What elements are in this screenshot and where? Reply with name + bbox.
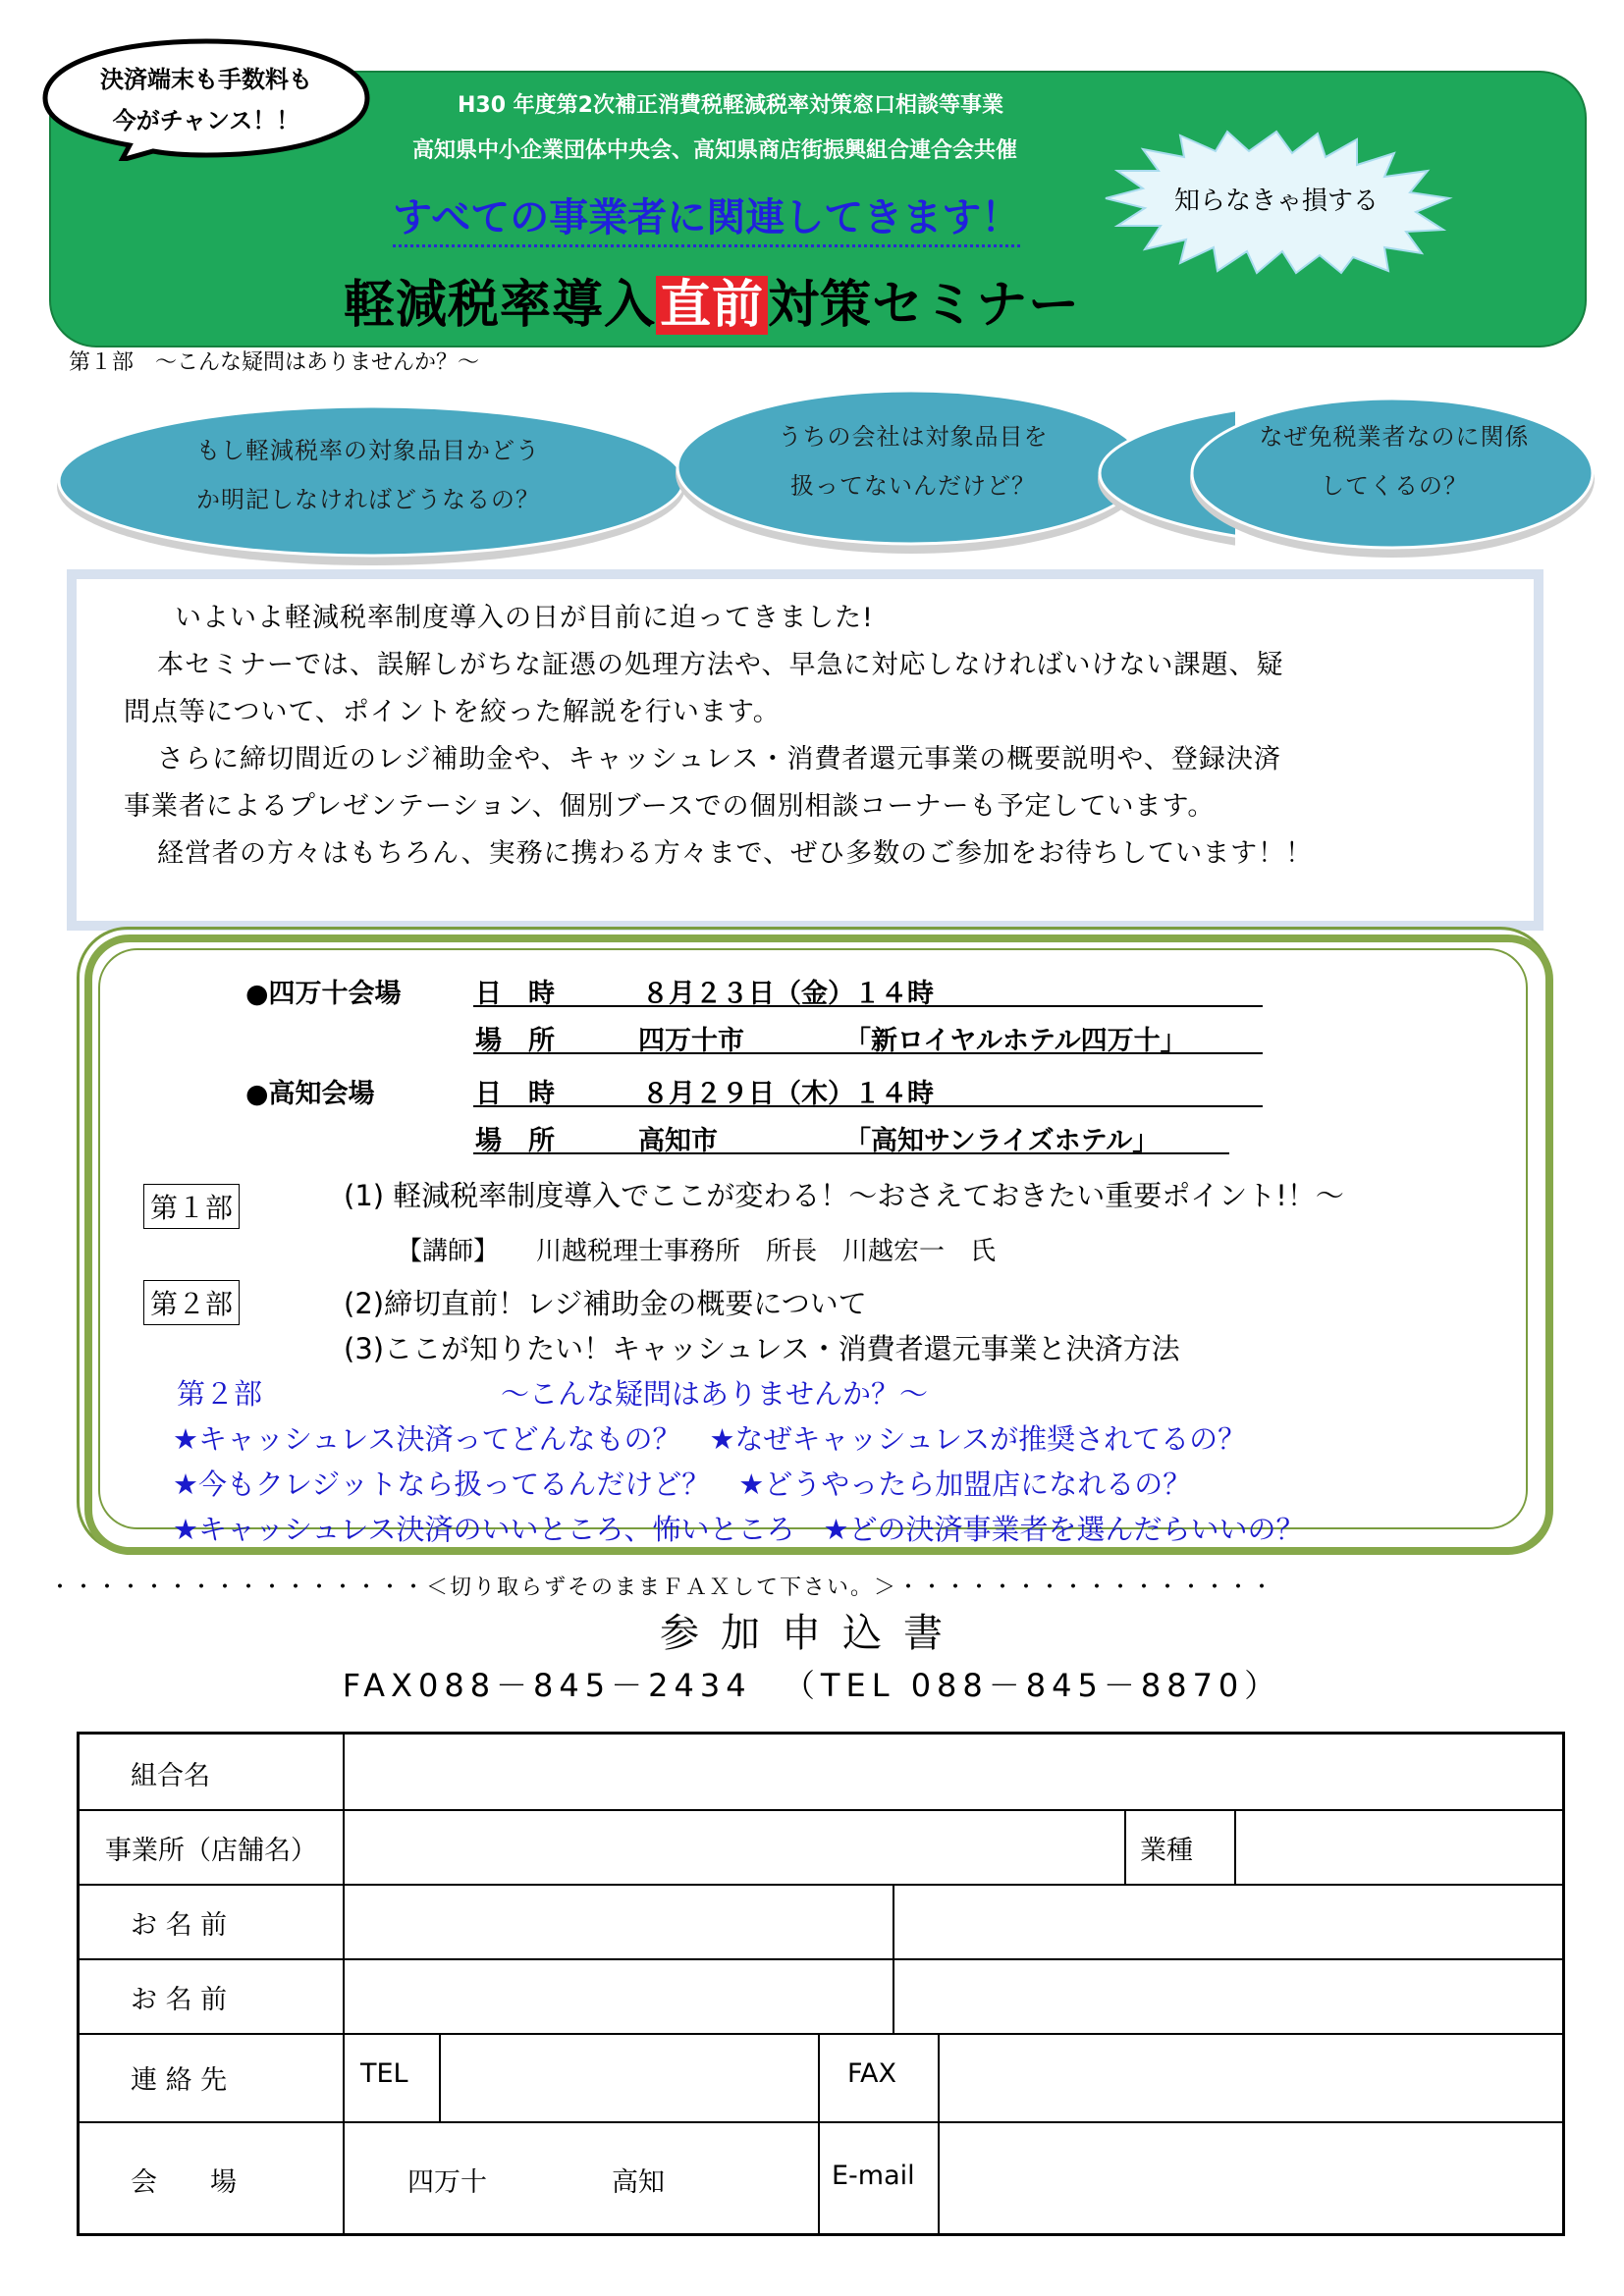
date-kochi: ８月２９日（木）１４時 <box>642 1079 934 1109</box>
cut-line-dots-right: ・・・・・・・・・・・・・・・・ <box>897 1575 1275 1600</box>
part2-question-label: 第２部 <box>177 1377 263 1411</box>
column-divider <box>343 1735 345 2233</box>
place-shimanto: 「新ロイヤルホテル四万十」 <box>844 1026 1187 1056</box>
question-1-line-1: もし軽減税率の対象品目かどう <box>196 437 540 464</box>
column-divider <box>893 1884 894 2033</box>
label-tel: TEL <box>360 2058 408 2089</box>
date-shimanto: ８月２３日（金）１４時 <box>642 979 934 1009</box>
name-2-extra-field[interactable] <box>896 1962 1558 2031</box>
program-part1-label: 第１部 <box>143 1184 240 1229</box>
title-part-1: 軽減税率導入 <box>344 276 657 335</box>
cut-line <box>49 1571 1274 1601</box>
place-label-shimanto: 場 所 <box>475 1026 555 1056</box>
intro-box <box>67 569 1543 931</box>
column-divider <box>1234 1809 1236 1884</box>
fax-number-line <box>0 1661 1624 1706</box>
date-label-shimanto: 日 時 <box>475 979 555 1009</box>
city-kochi: 高知市 <box>638 1126 718 1156</box>
part2-question-heading: ～こんな疑問はありませんか？～ <box>501 1377 929 1411</box>
date-label-kochi: 日 時 <box>475 1079 555 1109</box>
intro-paragraph-3b: 事業者によるプレゼンテーション、個別ブースでの個別相談コーナーも予定しています。 <box>124 791 1216 822</box>
name-2-field[interactable] <box>347 1962 891 2031</box>
label-email: E-mail <box>832 2161 915 2191</box>
question-3-line-2: してくるの？ <box>1321 472 1468 500</box>
program-item-3: (3)ここが知りたい！キャッシュレス・消費者還元事業と決済方法 <box>344 1332 1180 1365</box>
lecturer-label: 【講師】 <box>397 1237 500 1266</box>
place-label-kochi: 場 所 <box>475 1126 555 1156</box>
label-industry: 業種 <box>1140 1836 1193 1866</box>
label-name-2: お 名 前 <box>131 1985 228 2015</box>
underline <box>473 1105 1263 1107</box>
part2-question-row-3: ★キャッシュレス決済のいいところ、怖いところ ★どの決済事業者を選んだらいいの？ <box>173 1513 1305 1546</box>
row-divider <box>80 2121 1562 2123</box>
name-1-field[interactable] <box>347 1888 891 1956</box>
row-divider <box>80 1809 1562 1811</box>
cut-note: ＜切り取らずそのままＦＡＸして下さい。＞ <box>426 1575 898 1600</box>
speech-bubble-text <box>39 59 373 141</box>
tel-number: （TEL 088－845－8870） <box>783 1667 1282 1704</box>
underline <box>473 1052 1263 1054</box>
email-field[interactable] <box>942 2125 1558 2229</box>
title-highlight: 直前 <box>656 276 768 335</box>
starburst-text: 知らなきゃ損する <box>1173 187 1379 216</box>
label-office: 事業所（店舗名） <box>105 1836 317 1866</box>
intro-paragraph-2b: 問点等について、ポイントを絞った解説を行います。 <box>124 697 781 727</box>
union-field[interactable] <box>347 1738 1558 1807</box>
industry-field[interactable] <box>1238 1813 1558 1882</box>
application-form-table <box>77 1732 1565 2236</box>
office-field[interactable] <box>347 1813 1122 1882</box>
part2-question-row-2: ★今もクレジットなら扱ってるんだけど？ ★どうやったら加盟店になれるの？ <box>173 1468 1192 1501</box>
header-project-line: H30 年度第2次補正消費税軽減税率対策窓口相談等事業 <box>458 93 1003 118</box>
city-shimanto: 四万十市 <box>638 1026 744 1056</box>
program-part2-label: 第２部 <box>143 1280 240 1325</box>
column-divider <box>818 2033 820 2233</box>
form-title: 参加申込書 <box>660 1611 964 1656</box>
question-2-line-2: 扱ってないんだけど？ <box>790 472 1036 500</box>
intro-paragraph-3a: さらに締切間近のレジ補助金や、キャッシュレス・消費者還元事業の概要説明や、登録決済 <box>157 744 1281 774</box>
header-tagline: すべての事業者に関連してきます！ <box>393 187 1020 247</box>
column-divider <box>938 2033 940 2233</box>
label-fax: FAX <box>847 2058 897 2089</box>
cut-line-dots-left: ・・・・・・・・・・・・・・・・ <box>49 1575 427 1600</box>
label-union: 組合名 <box>131 1761 210 1791</box>
question-3-line-1: なぜ免税業者なのに関係 <box>1259 423 1530 451</box>
part2-question-row-1: ★キャッシュレス決済ってどんなもの？ ★なぜキャッシュレスが推奨されてるの？ <box>173 1422 1247 1456</box>
bubble-line-1: 決済端末も手数料も <box>100 66 312 93</box>
venue-option-shimanto[interactable]: 四万十 <box>407 2167 487 2198</box>
venue-option-kochi[interactable]: 高知 <box>612 2167 665 2198</box>
column-divider <box>1124 1809 1126 1884</box>
label-contact: 連 絡 先 <box>131 2065 228 2096</box>
program-item-1: (1) 軽減税率制度導入でここが変わる！～おさえておきたい重要ポイント!！～ <box>344 1179 1344 1212</box>
row-divider <box>80 2033 1562 2035</box>
intro-paragraph-1: いよいよ軽減税率制度導入の日が目前に迫ってきました! <box>175 603 874 633</box>
question-3 <box>1188 412 1600 510</box>
name-1-extra-field[interactable] <box>896 1888 1558 1956</box>
row-divider <box>80 1958 1562 1960</box>
intro-paragraph-2a: 本セミナーでは、誤解しがちな証憑の処理方法や、早急に対応しなければいけない課題、疑 <box>157 650 1284 680</box>
title-part-2: 対策セミナー <box>768 276 1081 335</box>
label-venue: 会 場 <box>131 2167 237 2198</box>
seminar-title <box>344 263 1080 337</box>
fax-number: FAX088－845－2434 <box>342 1667 752 1704</box>
tel-field[interactable] <box>443 2037 816 2119</box>
lecturer-name: 川越税理士事務所 所長 川越宏一 氏 <box>536 1237 997 1266</box>
fax-field[interactable] <box>942 2037 1558 2119</box>
part1-heading: 第１部 ～こんな疑問はありませんか？～ <box>69 350 480 375</box>
row-divider <box>80 1884 1562 1886</box>
bubble-line-2: 今がチャンス！！ <box>112 107 300 134</box>
place-kochi: 「高知サンライズホテル」 <box>844 1126 1160 1156</box>
question-1 <box>88 426 648 524</box>
header-organizer-line: 高知県中小企業団体中央会、高知県商店街振興組合連合会共催 <box>412 138 1018 163</box>
venue-shimanto: ●四万十会場 <box>245 979 402 1009</box>
column-divider <box>439 2033 441 2121</box>
underline <box>473 1005 1263 1007</box>
question-2 <box>717 412 1110 510</box>
intro-paragraph-4: 経営者の方々はもちろん、実務に携わる方々まで、ぜひ多数のご参加をお待ちしています！！ <box>157 838 1314 869</box>
underline <box>473 1152 1229 1154</box>
venue-kochi: ●高知会場 <box>245 1079 375 1109</box>
label-name-1: お 名 前 <box>131 1910 228 1941</box>
question-1-line-2: か明記しなければどうなるの？ <box>196 486 540 513</box>
question-2-line-1: うちの会社は対象品目を <box>778 423 1049 451</box>
program-item-2: (2)締切直前！レジ補助金の概要について <box>344 1287 867 1320</box>
